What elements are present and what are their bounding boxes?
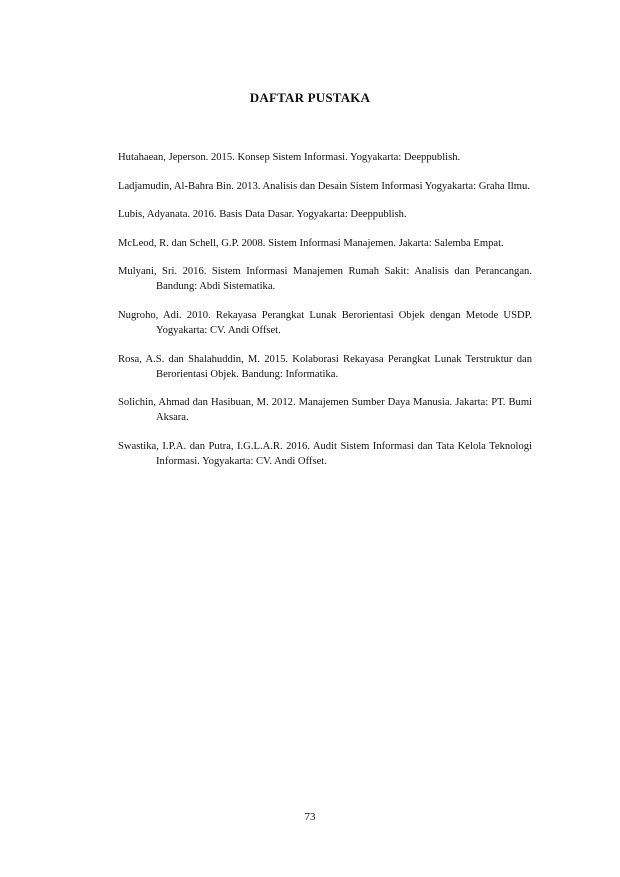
reference-item: McLeod, R. dan Schell, G.P. 2008. Sistem Informasi Manajemen. Jakarta: Salemba Empat. xyxy=(118,237,504,249)
reference-item: Nugroho, Adi. 2010. Rekayasa Perangkat Lunak Berorientasi Objek dengan Metode USDP. Yogyakarta: CV. Andi Offset. xyxy=(118,309,532,336)
reference-item: Mulyani, Sri. 2016. Sistem Informasi Manajemen Rumah Sakit: Analisis dan Perancangan. Bandung: Abdi Sistematika. xyxy=(118,266,532,293)
reference-item: Rosa, A.S. dan Shalahuddin, M. 2015. Kolaborasi Rekayasa Perangkat Lunak Terstruktur dan Berorientasi Objek. Bandung: Informatika. xyxy=(118,353,532,380)
reference-list xyxy=(118,150,532,482)
reference-item: Solichin, Ahmad dan Hasibuan, M. 2012. Manajemen Sumber Daya Manusia. Jakarta: PT. Bumi Aksara. xyxy=(118,397,532,424)
page-number: 73 xyxy=(304,811,316,823)
page-title: DAFTAR PUSTAKA xyxy=(249,90,371,105)
reference-item: Swastika, I.P.A. dan Putra, I.G.L.A.R. 2016. Audit Sistem Informasi dan Tata Kelola Teknologi Informasi. Yogyakarta: CV. Andi Offset. xyxy=(118,440,532,467)
reference-item: Lubis, Adyanata. 2016. Basis Data Dasar. Yogyakarta: Deeppublish. xyxy=(118,209,407,221)
reference-item: Hutahaean, Jeperson. 2015. Konsep Sistem Informasi. Yogyakarta: Deeppublish. xyxy=(118,152,461,163)
reference-item: Ladjamudin, Al-Bahra Bin. 2013. Analisis dan Desain Sistem Informasi Yogyakarta: Graha Ilmu. xyxy=(118,180,530,192)
